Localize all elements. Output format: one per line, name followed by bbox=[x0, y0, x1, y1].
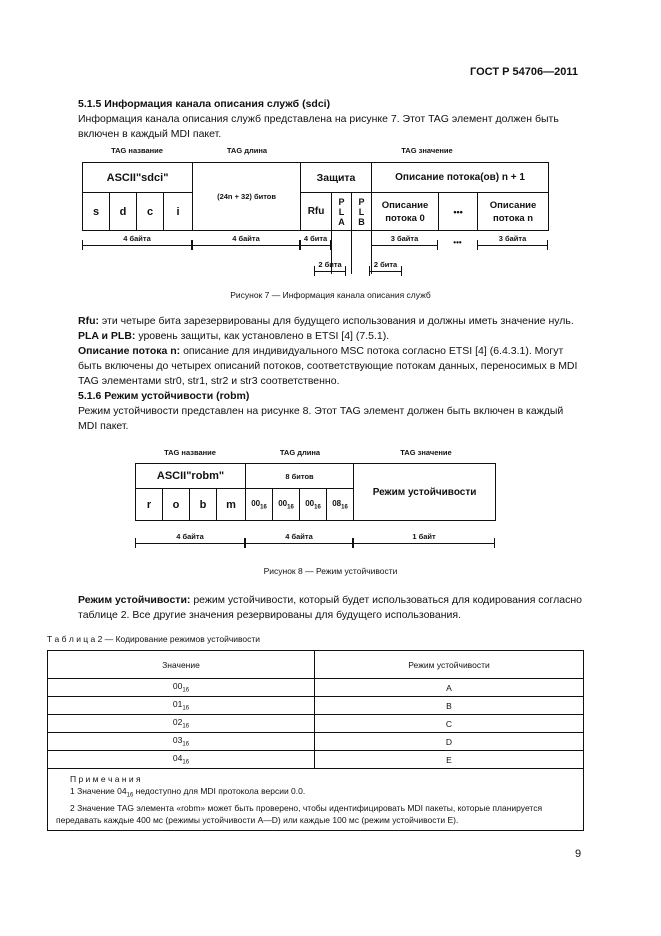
fig7-dim-dots: ••• bbox=[453, 238, 462, 247]
paragraph-text: Информация канала описания служб представлена на рисунке 7. Этот TAG элемент должен быть включен в каждый MDI пакет. bbox=[78, 113, 559, 140]
table-row bbox=[48, 733, 584, 751]
cell-mode: B bbox=[315, 697, 584, 715]
table-row bbox=[48, 751, 584, 769]
fig7-connector bbox=[331, 230, 332, 274]
figure-7-caption: Рисунок 7 — Информация канала описания служб bbox=[230, 290, 431, 300]
fig8-hex-1 bbox=[273, 489, 300, 521]
fig8-dim-a bbox=[135, 532, 245, 548]
fig7-dim-4bits bbox=[300, 234, 331, 250]
table-2 bbox=[47, 650, 584, 831]
streamn-line: потока n bbox=[492, 212, 534, 224]
table-row bbox=[48, 697, 584, 715]
cell-mode: E bbox=[315, 751, 584, 769]
term: PLA и PLB: bbox=[78, 330, 136, 342]
dim-label: 2 бита bbox=[318, 260, 342, 269]
dim-label: 3 байта bbox=[498, 234, 527, 243]
sub: 16 bbox=[182, 741, 190, 748]
fig8-hex-0 bbox=[246, 489, 273, 521]
hex-sub: 16 bbox=[287, 504, 294, 511]
table-row bbox=[48, 715, 584, 733]
section-5-1-6-paragraph: Режим устойчивости представлен на рисунке 8. Этот TAG элемент должен быть включен в каждый MDI пакет. bbox=[78, 405, 564, 432]
dim-label: 4 байта bbox=[285, 532, 313, 541]
term-text: эти четыре бита зарезервированы для будущего использования и должны иметь значение нуль. bbox=[99, 315, 574, 327]
sub: 16 bbox=[182, 705, 190, 712]
value: 03 bbox=[172, 735, 183, 746]
plb-letter: B bbox=[358, 216, 365, 227]
fig7-dim-3bytes bbox=[371, 234, 438, 250]
pla-letter: A bbox=[338, 216, 345, 227]
fig7-length-cell: (24n + 32) битов bbox=[193, 163, 301, 231]
hex-sub: 16 bbox=[341, 504, 348, 511]
streamn-line: Описание bbox=[489, 199, 537, 211]
definitions bbox=[78, 314, 583, 434]
fig7-dim-2bits-a bbox=[314, 260, 346, 276]
fig7-plb-cell bbox=[352, 193, 372, 231]
table-2-caption: Т а б л и ц а 2 — Кодирование режимов устойчивости bbox=[47, 634, 261, 644]
section-title: 5.1.5 Информация канала описания служб (sdci) bbox=[78, 98, 331, 110]
term-text: уровень защиты, как установлено в ETSI [4] (7.5.1). bbox=[135, 330, 390, 342]
value: 04 bbox=[172, 753, 183, 764]
fig7-tag-name-label: TAG название bbox=[111, 146, 163, 155]
fig8-table bbox=[135, 463, 496, 521]
fig7-tag-value-label: TAG значение bbox=[401, 146, 453, 155]
pla-letter: L bbox=[338, 206, 345, 217]
fig7-tag-length-label: TAG длина bbox=[226, 146, 268, 155]
fig8-char-r: r bbox=[136, 489, 163, 521]
fig7-connector bbox=[371, 230, 372, 274]
fig7-stream-desc-cell: Описание потока(ов) n + 1 bbox=[372, 163, 549, 193]
sub: 16 bbox=[182, 723, 190, 730]
sub: 16 bbox=[126, 792, 134, 799]
page-number: 9 bbox=[575, 848, 582, 860]
fig8-dim-b bbox=[245, 532, 353, 548]
standard-header: ГОСТ Р 54706—2011 bbox=[470, 66, 578, 78]
fig7-char-c: c bbox=[137, 193, 164, 231]
figure-8 bbox=[135, 446, 497, 556]
fig8-dim-c bbox=[353, 532, 495, 548]
fig7-streamn-cell bbox=[478, 193, 549, 231]
fig8-tag-length-label: TAG длина bbox=[279, 448, 321, 457]
value: 02 bbox=[172, 717, 183, 728]
term: Режим устойчивости: bbox=[78, 594, 191, 606]
pla-letter: P bbox=[338, 196, 345, 207]
fig7-connector bbox=[351, 230, 352, 274]
note-2: 2 Значение TAG элемента «robm» может быть проверено, чтобы идентифицировать MDI пакеты, которые планируется передавать каждые 400 мс (режимы устойчивости A—D) или каждые 100 мс (режим устойчивости E). bbox=[56, 802, 543, 825]
section-paragraph bbox=[78, 112, 583, 142]
hex: 00 bbox=[278, 498, 288, 508]
fig7-stream0-cell bbox=[372, 193, 439, 231]
hex: 08 bbox=[332, 498, 342, 508]
fig7-char-s: s bbox=[83, 193, 110, 231]
cell-value bbox=[48, 715, 315, 733]
table-row bbox=[48, 679, 584, 697]
fig7-char-i: i bbox=[164, 193, 193, 231]
fig7-ascii-cell: ASCII"sdci" bbox=[83, 163, 193, 193]
cell-value bbox=[48, 679, 315, 697]
plb-letter: L bbox=[358, 206, 365, 217]
fig8-tag-value-label: TAG значение bbox=[400, 448, 452, 457]
fig7-dim-4bytes-a bbox=[82, 234, 192, 250]
section-5-1-6-title: 5.1.6 Режим устойчивости (robm) bbox=[78, 390, 250, 402]
cell-mode: D bbox=[315, 733, 584, 751]
table-notes bbox=[48, 769, 584, 831]
hex: 00 bbox=[305, 498, 315, 508]
stream0-line: Описание bbox=[381, 199, 429, 211]
fig7-rfu-cell: Rfu bbox=[301, 193, 332, 231]
fig7-dots-cell: ••• bbox=[439, 193, 478, 231]
stream0-line: потока 0 bbox=[385, 212, 425, 224]
cell-value bbox=[48, 697, 315, 715]
dim-label: 4 бита bbox=[303, 234, 328, 243]
fig7-pla-cell bbox=[332, 193, 352, 231]
fig7-dim-2bits-b bbox=[369, 260, 402, 276]
fig7-dim-4bytes-b bbox=[192, 234, 300, 250]
fig8-mode-cell: Режим устойчивости bbox=[354, 464, 496, 521]
fig7-protection-cell: Защита bbox=[301, 163, 372, 193]
mode-paragraph bbox=[78, 593, 583, 623]
value: 00 bbox=[172, 681, 183, 692]
table-header-mode: Режим устойчивости bbox=[315, 651, 584, 679]
fig8-char-b: b bbox=[190, 489, 217, 521]
note-text: недоступно для MDI протокола версии 0.0. bbox=[133, 786, 306, 796]
cell-value bbox=[48, 751, 315, 769]
hex: 00 bbox=[251, 498, 261, 508]
hex-sub: 16 bbox=[260, 504, 267, 511]
figure-7 bbox=[82, 142, 552, 282]
sub: 16 bbox=[182, 687, 190, 694]
table-header-value: Значение bbox=[48, 651, 315, 679]
fig7-dim-3bytes-2 bbox=[477, 234, 548, 250]
section-5-1-5 bbox=[78, 97, 583, 142]
def-rfu bbox=[78, 314, 583, 329]
fig8-bits-cell: 8 битов bbox=[246, 464, 354, 489]
fig8-char-o: o bbox=[163, 489, 190, 521]
term-text: режим устойчивости, который будет использоваться для кодирования согласно таблице 2. Все другие значения резервированы для будущего использования. bbox=[78, 594, 582, 621]
dim-label: 2 бита bbox=[373, 260, 398, 269]
fig7-table bbox=[82, 162, 549, 231]
fig8-tag-name-label: TAG название bbox=[164, 448, 216, 457]
term-text: описание для индивидуального MSC потока согласно ETSI [4] (6.4.3.1). Могут быть включены до четырех описаний потоков, соответствующие потокам данных, переносимых в MDI TAG элементами str0, str1, str2 и str3 соответственно. bbox=[78, 345, 578, 387]
note-text: 1 Значение 04 bbox=[70, 786, 127, 796]
def-pla bbox=[78, 329, 583, 344]
fig8-hex-3 bbox=[327, 489, 354, 521]
cell-value bbox=[48, 733, 315, 751]
dim-label: 4 байта bbox=[232, 234, 260, 243]
fig8-ascii-cell: ASCII"robm" bbox=[136, 464, 246, 489]
fig8-char-m: m bbox=[217, 489, 246, 521]
note-1 bbox=[56, 785, 577, 802]
cell-mode: C bbox=[315, 715, 584, 733]
figure-8-caption: Рисунок 8 — Режим устойчивости bbox=[263, 566, 398, 576]
cell-mode: A bbox=[315, 679, 584, 697]
dim-label: 4 байта bbox=[176, 532, 204, 541]
term: Описание потока n: bbox=[78, 345, 181, 357]
hex-sub: 16 bbox=[314, 504, 321, 511]
notes-title: П р и м е ч а н и я bbox=[70, 774, 141, 784]
def-stream bbox=[78, 344, 583, 389]
fig7-char-d: d bbox=[110, 193, 137, 231]
fig8-hex-2 bbox=[300, 489, 327, 521]
term: Rfu: bbox=[78, 315, 99, 327]
dim-label: 4 байта bbox=[123, 234, 151, 243]
dim-label: 3 байта bbox=[390, 234, 419, 243]
dim-label: 1 байт bbox=[412, 532, 436, 541]
value: 01 bbox=[172, 699, 183, 710]
sub: 16 bbox=[182, 759, 190, 766]
plb-letter: P bbox=[358, 196, 365, 207]
